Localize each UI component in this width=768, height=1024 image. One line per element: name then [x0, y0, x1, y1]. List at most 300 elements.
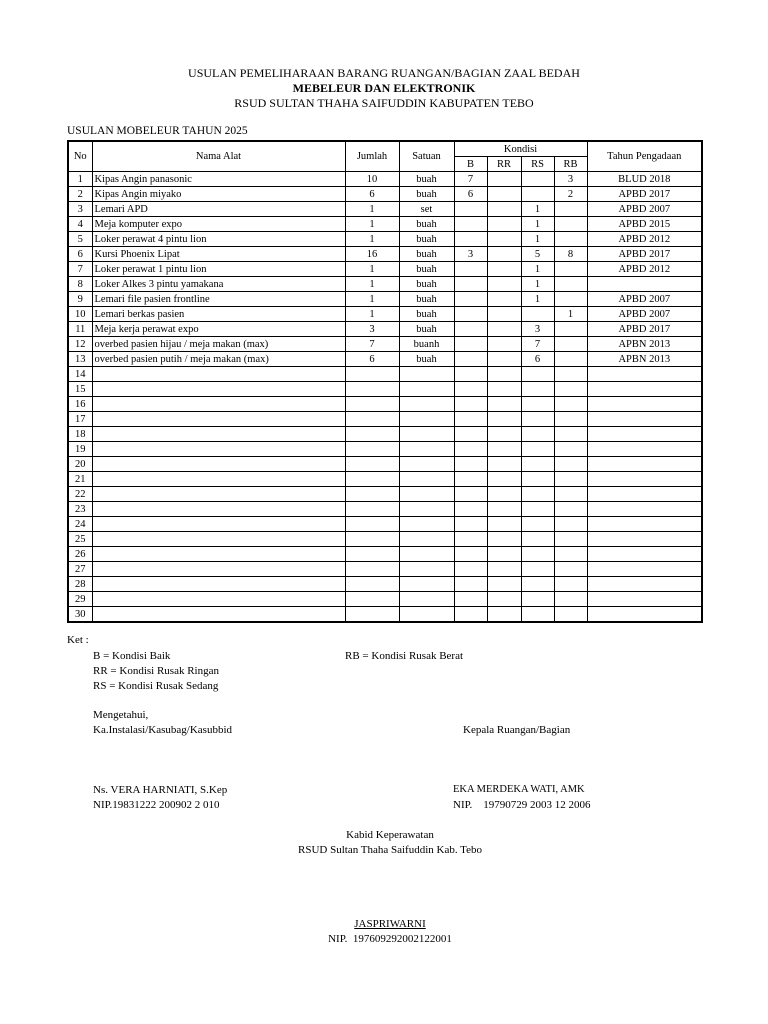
- table-row: [68, 607, 702, 623]
- cell-rb: [554, 322, 587, 337]
- cell-jumlah: 1: [345, 292, 399, 307]
- legend-b: B = Kondisi Baik: [93, 650, 171, 662]
- cell-satuan: [399, 472, 454, 487]
- header-tahun-pengadaan: Tahun Pengadaan: [587, 141, 702, 172]
- cell-b: [454, 322, 487, 337]
- cell-rb: [554, 532, 587, 547]
- cell-rs: 3: [521, 322, 554, 337]
- cell-rs: [521, 607, 554, 623]
- header-nama-alat: Nama Alat: [92, 141, 345, 172]
- cell-jumlah: [345, 472, 399, 487]
- cell-satuan: [399, 562, 454, 577]
- cell-tahun: APBN 2013: [587, 352, 702, 367]
- table-row: [68, 592, 702, 607]
- cell-tahun: [587, 517, 702, 532]
- cell-b: [454, 457, 487, 472]
- cell-b: [454, 337, 487, 352]
- cell-rs: [521, 382, 554, 397]
- cell-no: 11: [68, 322, 92, 337]
- cell-rs: [521, 472, 554, 487]
- cell-tahun: APBD 2007: [587, 202, 702, 217]
- cell-satuan: buanh: [399, 337, 454, 352]
- cell-rb: 8: [554, 247, 587, 262]
- cell-tahun: [587, 412, 702, 427]
- cell-b: [454, 367, 487, 382]
- cell-nama: [92, 367, 345, 382]
- cell-rs: 1: [521, 292, 554, 307]
- cell-jumlah: [345, 457, 399, 472]
- cell-rs: [521, 412, 554, 427]
- cell-nama: Kipas Angin miyako: [92, 187, 345, 202]
- cell-jumlah: 1: [345, 202, 399, 217]
- cell-rb: [554, 457, 587, 472]
- cell-jumlah: [345, 442, 399, 457]
- cell-rb: [554, 412, 587, 427]
- cell-satuan: [399, 577, 454, 592]
- cell-no: 26: [68, 547, 92, 562]
- cell-rb: 2: [554, 187, 587, 202]
- table-row: [68, 502, 702, 517]
- cell-rr: [487, 202, 521, 217]
- cell-satuan: buah: [399, 187, 454, 202]
- cell-satuan: [399, 457, 454, 472]
- cell-jumlah: [345, 427, 399, 442]
- cell-no: 28: [68, 577, 92, 592]
- cell-b: [454, 487, 487, 502]
- cell-rr: [487, 577, 521, 592]
- cell-nama: [92, 502, 345, 517]
- cell-rs: [521, 172, 554, 187]
- cell-nama: Loker perawat 1 pintu lion: [92, 262, 345, 277]
- right-signer-nip: NIP. 19790729 2003 12 2006: [453, 799, 591, 811]
- left-signer-name: Ns. VERA HARNIATI, S.Kep: [93, 784, 228, 796]
- table-subtitle: USULAN MOBELEUR TAHUN 2025: [67, 125, 248, 137]
- cell-rr: [487, 412, 521, 427]
- right-signer-title: Kepala Ruangan/Bagian: [463, 724, 571, 736]
- cell-rs: 1: [521, 232, 554, 247]
- cell-rs: [521, 307, 554, 322]
- cell-tahun: APBD 2012: [587, 232, 702, 247]
- title-line-3: RSUD SULTAN THAHA SAIFUDDIN KABUPATEN TEBO: [234, 96, 534, 110]
- cell-rs: 1: [521, 217, 554, 232]
- cell-rb: [554, 277, 587, 292]
- cell-satuan: buah: [399, 307, 454, 322]
- cell-rr: [487, 397, 521, 412]
- cell-no: 5: [68, 232, 92, 247]
- cell-jumlah: [345, 607, 399, 623]
- cell-no: 9: [68, 292, 92, 307]
- cell-rr: [487, 262, 521, 277]
- right-signer-name: EKA MERDEKA WATI, AMK: [453, 784, 585, 795]
- cell-jumlah: [345, 562, 399, 577]
- cell-no: 25: [68, 532, 92, 547]
- cell-b: [454, 352, 487, 367]
- cell-nama: [92, 412, 345, 427]
- kabid-name-wrap: [0, 918, 768, 930]
- cell-rb: [554, 217, 587, 232]
- cell-jumlah: [345, 382, 399, 397]
- cell-nama: Meja kerja perawat expo: [92, 322, 345, 337]
- cell-satuan: buah: [399, 172, 454, 187]
- cell-rs: [521, 442, 554, 457]
- table-row: [68, 412, 702, 427]
- cell-no: 19: [68, 442, 92, 457]
- cell-tahun: [587, 577, 702, 592]
- cell-tahun: [587, 547, 702, 562]
- table-row: [68, 337, 702, 352]
- legend-rs: RS = Kondisi Rusak Sedang: [93, 680, 219, 692]
- legend-ket: Ket :: [67, 634, 89, 646]
- cell-rr: [487, 607, 521, 623]
- cell-no: 27: [68, 562, 92, 577]
- cell-b: [454, 307, 487, 322]
- cell-b: [454, 202, 487, 217]
- cell-satuan: [399, 412, 454, 427]
- cell-jumlah: 1: [345, 277, 399, 292]
- mengetahui-label: Mengetahui,: [93, 709, 149, 721]
- table-row: [68, 547, 702, 562]
- cell-rs: [521, 487, 554, 502]
- kabid-nip: NIP. 197609292002122001: [328, 933, 452, 945]
- cell-satuan: buah: [399, 262, 454, 277]
- cell-tahun: APBD 2007: [587, 307, 702, 322]
- cell-jumlah: [345, 412, 399, 427]
- cell-b: [454, 547, 487, 562]
- cell-nama: [92, 517, 345, 532]
- table-row: [68, 202, 702, 217]
- cell-nama: [92, 487, 345, 502]
- cell-b: 7: [454, 172, 487, 187]
- cell-b: [454, 262, 487, 277]
- cell-satuan: buah: [399, 277, 454, 292]
- cell-satuan: [399, 427, 454, 442]
- table-row: [68, 427, 702, 442]
- cell-satuan: [399, 592, 454, 607]
- cell-tahun: [587, 487, 702, 502]
- cell-rb: [554, 202, 587, 217]
- cell-rb: [554, 547, 587, 562]
- cell-rr: [487, 517, 521, 532]
- cell-satuan: set: [399, 202, 454, 217]
- cell-rs: [521, 367, 554, 382]
- cell-nama: Lemari berkas pasien: [92, 307, 345, 322]
- cell-no: 3: [68, 202, 92, 217]
- cell-nama: overbed pasien putih / meja makan (max): [92, 352, 345, 367]
- cell-tahun: APBD 2012: [587, 262, 702, 277]
- cell-tahun: [587, 607, 702, 623]
- cell-b: [454, 592, 487, 607]
- cell-rb: [554, 262, 587, 277]
- cell-rb: [554, 442, 587, 457]
- cell-nama: Kursi Phoenix Lipat: [92, 247, 345, 262]
- cell-no: 4: [68, 217, 92, 232]
- cell-tahun: APBN 2013: [587, 337, 702, 352]
- cell-no: 1: [68, 172, 92, 187]
- cell-rb: [554, 292, 587, 307]
- cell-rs: [521, 427, 554, 442]
- cell-jumlah: 7: [345, 337, 399, 352]
- cell-b: [454, 532, 487, 547]
- left-signer-title: Ka.Instalasi/Kasubag/Kasubbid: [93, 724, 232, 736]
- cell-b: [454, 472, 487, 487]
- cell-no: 21: [68, 472, 92, 487]
- cell-rr: [487, 427, 521, 442]
- table-row: [68, 397, 702, 412]
- table-row: [68, 307, 702, 322]
- cell-satuan: buah: [399, 292, 454, 307]
- cell-rs: [521, 187, 554, 202]
- cell-rr: [487, 187, 521, 202]
- cell-nama: [92, 442, 345, 457]
- cell-rs: [521, 502, 554, 517]
- cell-tahun: [587, 532, 702, 547]
- cell-rs: [521, 397, 554, 412]
- cell-rs: 7: [521, 337, 554, 352]
- cell-b: [454, 427, 487, 442]
- cell-nama: Meja komputer expo: [92, 217, 345, 232]
- cell-nama: Loker perawat 4 pintu lion: [92, 232, 345, 247]
- cell-rs: [521, 577, 554, 592]
- cell-no: 30: [68, 607, 92, 623]
- cell-rr: [487, 247, 521, 262]
- cell-rb: 3: [554, 172, 587, 187]
- cell-b: 6: [454, 187, 487, 202]
- cell-tahun: [587, 367, 702, 382]
- cell-rr: [487, 172, 521, 187]
- table-row: [68, 187, 702, 202]
- cell-satuan: buah: [399, 232, 454, 247]
- header-rb: RB: [554, 157, 587, 172]
- cell-tahun: APBD 2015: [587, 217, 702, 232]
- kabid-name: JASPRIWARNI: [354, 918, 426, 930]
- table-row: [68, 562, 702, 577]
- cell-b: [454, 292, 487, 307]
- cell-b: [454, 232, 487, 247]
- cell-rs: [521, 592, 554, 607]
- inventory-table: [67, 140, 703, 623]
- cell-tahun: [587, 277, 702, 292]
- cell-satuan: [399, 502, 454, 517]
- cell-rr: [487, 457, 521, 472]
- cell-tahun: [587, 442, 702, 457]
- cell-no: 14: [68, 367, 92, 382]
- cell-jumlah: 1: [345, 262, 399, 277]
- cell-no: 29: [68, 592, 92, 607]
- cell-b: [454, 442, 487, 457]
- cell-rb: [554, 397, 587, 412]
- cell-no: 17: [68, 412, 92, 427]
- cell-jumlah: 1: [345, 307, 399, 322]
- cell-jumlah: 3: [345, 322, 399, 337]
- header-satuan: Satuan: [399, 141, 454, 172]
- cell-satuan: buah: [399, 247, 454, 262]
- cell-no: 24: [68, 517, 92, 532]
- cell-no: 10: [68, 307, 92, 322]
- cell-no: 13: [68, 352, 92, 367]
- cell-no: 7: [68, 262, 92, 277]
- cell-b: [454, 607, 487, 623]
- cell-rs: 1: [521, 277, 554, 292]
- cell-rs: [521, 517, 554, 532]
- cell-jumlah: [345, 487, 399, 502]
- cell-rs: [521, 547, 554, 562]
- cell-no: 12: [68, 337, 92, 352]
- cell-rs: 5: [521, 247, 554, 262]
- cell-rs: 1: [521, 262, 554, 277]
- cell-rr: [487, 562, 521, 577]
- cell-tahun: [587, 382, 702, 397]
- header-jumlah: Jumlah: [345, 141, 399, 172]
- cell-rs: [521, 532, 554, 547]
- table-body: [68, 172, 702, 623]
- cell-rr: [487, 337, 521, 352]
- cell-jumlah: 10: [345, 172, 399, 187]
- cell-nama: [92, 427, 345, 442]
- cell-rb: [554, 502, 587, 517]
- table-row: [68, 487, 702, 502]
- cell-b: [454, 382, 487, 397]
- cell-rb: 1: [554, 307, 587, 322]
- table-row: [68, 532, 702, 547]
- cell-satuan: [399, 487, 454, 502]
- cell-rr: [487, 367, 521, 382]
- cell-nama: [92, 382, 345, 397]
- cell-rb: [554, 517, 587, 532]
- cell-jumlah: 6: [345, 352, 399, 367]
- cell-b: [454, 562, 487, 577]
- cell-jumlah: 16: [345, 247, 399, 262]
- cell-jumlah: 1: [345, 232, 399, 247]
- cell-rr: [487, 592, 521, 607]
- cell-nama: Lemari file pasien frontline: [92, 292, 345, 307]
- cell-tahun: APBD 2017: [587, 322, 702, 337]
- cell-satuan: [399, 367, 454, 382]
- cell-satuan: [399, 547, 454, 562]
- cell-satuan: [399, 397, 454, 412]
- cell-rr: [487, 217, 521, 232]
- table-row: [68, 262, 702, 277]
- cell-no: 18: [68, 427, 92, 442]
- cell-no: 22: [68, 487, 92, 502]
- cell-rr: [487, 502, 521, 517]
- cell-no: 23: [68, 502, 92, 517]
- cell-tahun: [587, 562, 702, 577]
- cell-rb: [554, 562, 587, 577]
- cell-rr: [487, 382, 521, 397]
- cell-rr: [487, 487, 521, 502]
- cell-jumlah: [345, 517, 399, 532]
- cell-b: [454, 577, 487, 592]
- cell-b: [454, 277, 487, 292]
- table-row: [68, 457, 702, 472]
- table-row: [68, 277, 702, 292]
- cell-b: [454, 412, 487, 427]
- cell-rs: 6: [521, 352, 554, 367]
- cell-satuan: buah: [399, 352, 454, 367]
- cell-tahun: [587, 397, 702, 412]
- cell-rb: [554, 607, 587, 623]
- cell-no: 2: [68, 187, 92, 202]
- cell-jumlah: [345, 397, 399, 412]
- table-row: [68, 472, 702, 487]
- cell-satuan: [399, 532, 454, 547]
- cell-no: 20: [68, 457, 92, 472]
- cell-rr: [487, 442, 521, 457]
- cell-no: 15: [68, 382, 92, 397]
- cell-tahun: [587, 472, 702, 487]
- cell-rb: [554, 352, 587, 367]
- cell-b: [454, 217, 487, 232]
- cell-nama: overbed pasien hijau / meja makan (max): [92, 337, 345, 352]
- cell-tahun: [587, 427, 702, 442]
- cell-jumlah: [345, 592, 399, 607]
- table-row: [68, 367, 702, 382]
- cell-no: 6: [68, 247, 92, 262]
- cell-nama: Lemari APD: [92, 202, 345, 217]
- cell-jumlah: 6: [345, 187, 399, 202]
- table-row: [68, 217, 702, 232]
- cell-nama: [92, 577, 345, 592]
- cell-rs: [521, 457, 554, 472]
- cell-rr: [487, 232, 521, 247]
- cell-rs: 1: [521, 202, 554, 217]
- legend-rb: RB = Kondisi Rusak Berat: [345, 650, 464, 662]
- kabid-title: Kabid Keperawatan: [346, 829, 434, 841]
- cell-nama: [92, 562, 345, 577]
- cell-satuan: [399, 607, 454, 623]
- cell-rr: [487, 532, 521, 547]
- table-row: [68, 517, 702, 532]
- legend-rr: RR = Kondisi Rusak Ringan: [93, 665, 219, 677]
- table-row: [68, 577, 702, 592]
- cell-rb: [554, 577, 587, 592]
- cell-rb: [554, 592, 587, 607]
- header-b: B: [454, 157, 487, 172]
- cell-tahun: APBD 2017: [587, 247, 702, 262]
- cell-nama: [92, 592, 345, 607]
- cell-rr: [487, 277, 521, 292]
- table-row: [68, 172, 702, 187]
- cell-tahun: [587, 457, 702, 472]
- cell-satuan: buah: [399, 217, 454, 232]
- table-row: [68, 322, 702, 337]
- cell-no: 8: [68, 277, 92, 292]
- cell-nama: [92, 532, 345, 547]
- cell-jumlah: [345, 532, 399, 547]
- cell-tahun: [587, 502, 702, 517]
- table-row: [68, 442, 702, 457]
- cell-jumlah: [345, 367, 399, 382]
- table-row: [68, 382, 702, 397]
- cell-b: [454, 517, 487, 532]
- cell-rb: [554, 337, 587, 352]
- cell-satuan: [399, 442, 454, 457]
- cell-nama: Kipas Angin panasonic: [92, 172, 345, 187]
- cell-tahun: BLUD 2018: [587, 172, 702, 187]
- cell-rr: [487, 547, 521, 562]
- cell-rr: [487, 307, 521, 322]
- cell-nama: [92, 457, 345, 472]
- cell-nama: Loker Alkes 3 pintu yamakana: [92, 277, 345, 292]
- header-rs: RS: [521, 157, 554, 172]
- left-signer-nip: NIP.19831222 200902 2 010: [93, 799, 220, 811]
- cell-nama: [92, 607, 345, 623]
- header-no: No: [68, 141, 92, 172]
- title-line-2: MEBELEUR DAN ELEKTRONIK: [292, 81, 476, 95]
- cell-tahun: APBD 2017: [587, 187, 702, 202]
- cell-jumlah: [345, 547, 399, 562]
- title-line-1: USULAN PEMELIHARAAN BARANG RUANGAN/BAGIAN ZAAL BEDAH: [188, 66, 580, 80]
